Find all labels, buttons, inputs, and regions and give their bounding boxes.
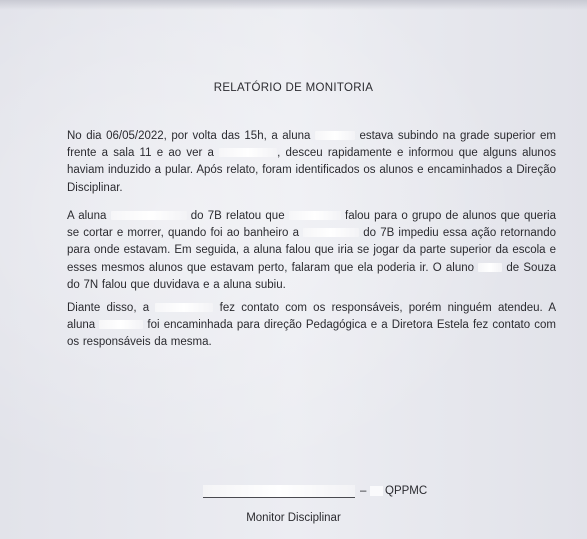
paragraph-2-text: de Souza do 7N falou que duvidava e a aluna subiu. xyxy=(67,261,556,291)
redacted-name xyxy=(303,228,359,237)
redacted-name xyxy=(219,148,277,157)
redacted-signature-id xyxy=(370,486,383,496)
paragraph-1-text: , desceu rapidamente e informou que alguns alunos haviam induzido a pular. Após relato, foram identificados os alunos e encaminhados a Direção Disciplinar. xyxy=(67,147,556,194)
paragraph-2-text: A aluna xyxy=(67,210,111,222)
redacted-name xyxy=(478,263,502,272)
signature-rank: QPPMC xyxy=(385,485,428,497)
signature-line xyxy=(203,485,355,498)
redacted-name xyxy=(99,320,143,329)
paragraph-2-text: do 7B relatou que xyxy=(190,210,289,222)
paragraph-3-text: Diante disso, a xyxy=(67,302,156,314)
paragraph-1-text: No dia 06/05/2022, por volta das 15h, a aluna xyxy=(67,130,315,142)
signature-dash: – xyxy=(360,485,367,497)
paragraph-2 xyxy=(67,208,556,294)
paragraph-1 xyxy=(67,128,556,197)
paragraph-3 xyxy=(67,300,556,352)
page-fold-shadow xyxy=(0,0,587,10)
paragraph-3-text: fez contato com os responsáveis, porém ninguém atendeu. A aluna xyxy=(67,302,557,332)
paragraph-1-text: estava subindo na grade superior em frente a sala 11 e ao ver a xyxy=(67,130,556,160)
redacted-name xyxy=(289,211,341,220)
paragraph-2-text: falou para o grupo de alunos que queria se cortar e morrer, quando foi ao banheiro a xyxy=(67,210,556,240)
redacted-name xyxy=(155,303,213,312)
redacted-name xyxy=(315,131,355,140)
document-title: RELATÓRIO DE MONITORIA xyxy=(213,82,374,94)
paragraph-2-text: do 7B impediu essa ação retornando para onde estavam. Em seguida, a aluna falou que iria se jogar da parte superior da escola e esses mesmos alunos que estavam perto, falaram que ela poderia ir. O aluno xyxy=(67,227,556,274)
signature-role: Monitor Disciplinar xyxy=(246,512,341,524)
redacted-name xyxy=(111,211,187,220)
paragraph-3-text: foi encaminhada para direção Pedagógica e a Diretora Estela fez contato com os responsáveis da mesma. xyxy=(67,319,556,349)
